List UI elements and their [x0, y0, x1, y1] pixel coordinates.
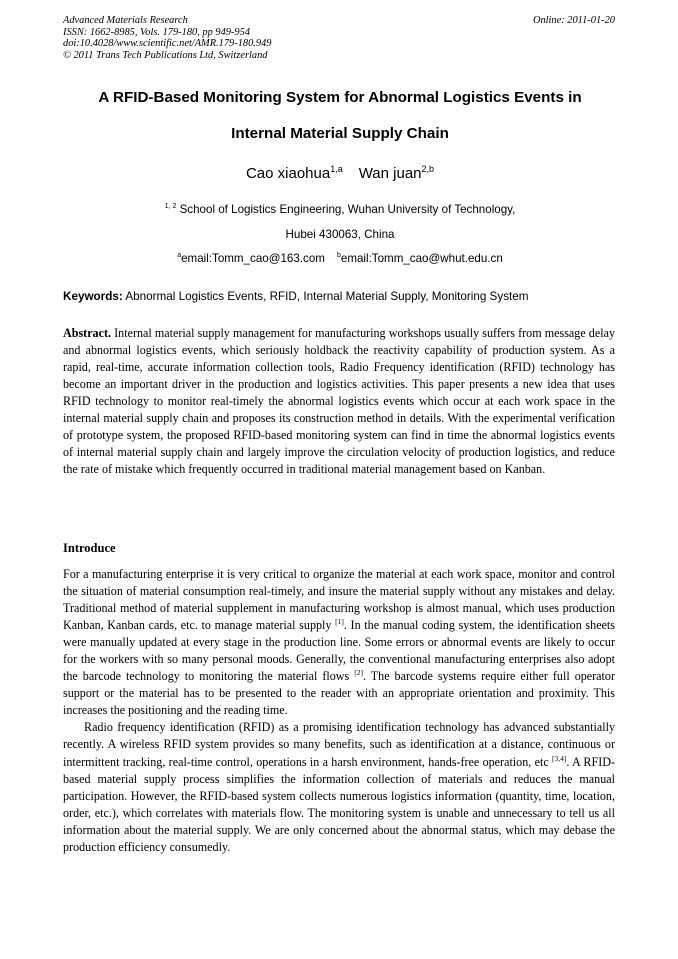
author-affiliation-mark: 2,b	[421, 164, 435, 174]
section-heading-introduce: Introduce	[63, 541, 116, 555]
abstract-text: Internal material supply management for manufacturing workshops usually suffers from message delay and abnormal logistics events, which seriously holdback the reactivity capability of production system. As a rapid, real-time, accurate information collection tools, Radio Frequency identification (RFID) technology has become an important driver in the production and logistics activities. This paper presents a new idea that uses RFID technology to monitor real-timely the abnormal logistics events which occur at each work space in the internal material supply chain and proposes its construction method in details. With the experimental verification of prototype system, the proposed RFID-based monitoring system can find in time the abnormal logistics events of internal material supply chain and largely improve the circulation velocity of production logistics, and reduce the rate of mistake which frequently occurred in traditional material management based on Kanban.	[63, 326, 615, 477]
keywords-text: Abnormal Logistics Events, RFID, Internal Material Supply, Monitoring System	[122, 290, 529, 303]
email-line	[40, 252, 640, 265]
email-mark-a: a	[177, 252, 182, 259]
issn-line: ISSN: 1662-8985, Vols. 179-180, pp 949-954	[63, 26, 251, 38]
citation-ref: [2]	[354, 668, 363, 678]
author-name: Cao xiaohua	[245, 165, 331, 182]
email-b: email:Tomm_cao@whut.edu.cn	[340, 252, 503, 265]
abstract-label: Abstract.	[63, 326, 112, 340]
doi-line: doi:10.4028/www.scientific.net/AMR.179-180.949	[63, 38, 272, 50]
citation-ref: [1]	[335, 617, 344, 627]
email-a: email:Tomm_cao@163.com	[181, 252, 325, 265]
author-affiliation-mark: 1,a	[330, 164, 343, 174]
online-date: Online: 2011-01-20	[532, 15, 615, 26]
paper-title-line-2: Internal Material Supply Chain	[231, 125, 449, 142]
intro-paragraph-2	[63, 719, 615, 855]
introduce-body	[63, 566, 615, 856]
journal-header	[63, 15, 615, 61]
journal-name: Advanced Materials Research	[63, 15, 188, 26]
abstract	[63, 325, 615, 478]
paper-title-line-1: A RFID-Based Monitoring System for Abnormal Logistics Events in	[98, 89, 582, 106]
keywords-label: Keywords:	[63, 290, 123, 303]
intro-p2-text-a: Radio frequency identification (RFID) as a promising identification technology has advanced substantially recently. A wireless RFID system provides so many benefits, such as identification at a distance, continuous or intermittent tracking, real-time control, operations in a harsh environment, hands-free operation, etc	[63, 720, 615, 769]
affiliation-line-2: Hubei 430063, China	[285, 228, 395, 241]
author-name: Wan juan	[358, 165, 422, 182]
intro-paragraph-1	[63, 566, 615, 719]
affiliation-text: School of Logistics Engineering, Wuhan University of Technology,	[176, 203, 516, 216]
citation-ref: [3,4]	[552, 753, 567, 763]
intro-p1-text-b: . In the manual coding system, the identification sheets were manually updated at every stage in the production line. Some errors or abnormal events are likely to occur for the workers with so many personal moods. Generally, the conventional manufacturing enterprises also adopt the barcode technology to monitoring the material flows	[63, 618, 615, 684]
author-list	[40, 165, 640, 182]
keywords	[63, 290, 623, 303]
intro-p2-text-b: . A RFID-based material supply process simplifies the information collection of materials and reduces the manual participation. However, the RFID-based system collects numerous logistics information (quantity, time, location, order, etc.), which correlates with materials flow. The monitoring system is unable and unnecessary to tell us all information about the material supply. We are only concerned about the abnormal status, which may debase the production efficiency consumedly.	[63, 754, 615, 854]
intro-p1-text-a: For a manufacturing enterprise it is very critical to organize the material at each work space, monitor and control the situation of material consumption real-timely, and insure the material supply without any mistakes and delay. Traditional method of material supplement in manufacturing workshop is almost manual, which uses production Kanban, Kanban cards, etc. to manage material supply	[63, 567, 615, 633]
email-mark-b: b	[336, 252, 341, 259]
copyright-line: © 2011 Trans Tech Publications Ltd, Switzerland	[63, 49, 268, 61]
affiliation-line-1	[40, 203, 640, 216]
intro-p1-text-c: . The barcode systems require either full operator support or the material has to be presented to the reader with an appropriate orientation and proximity. This increases the positioning and the reading time.	[63, 669, 615, 718]
abstract-paragraph	[63, 325, 615, 478]
affiliation-mark: 1, 2	[164, 203, 177, 210]
